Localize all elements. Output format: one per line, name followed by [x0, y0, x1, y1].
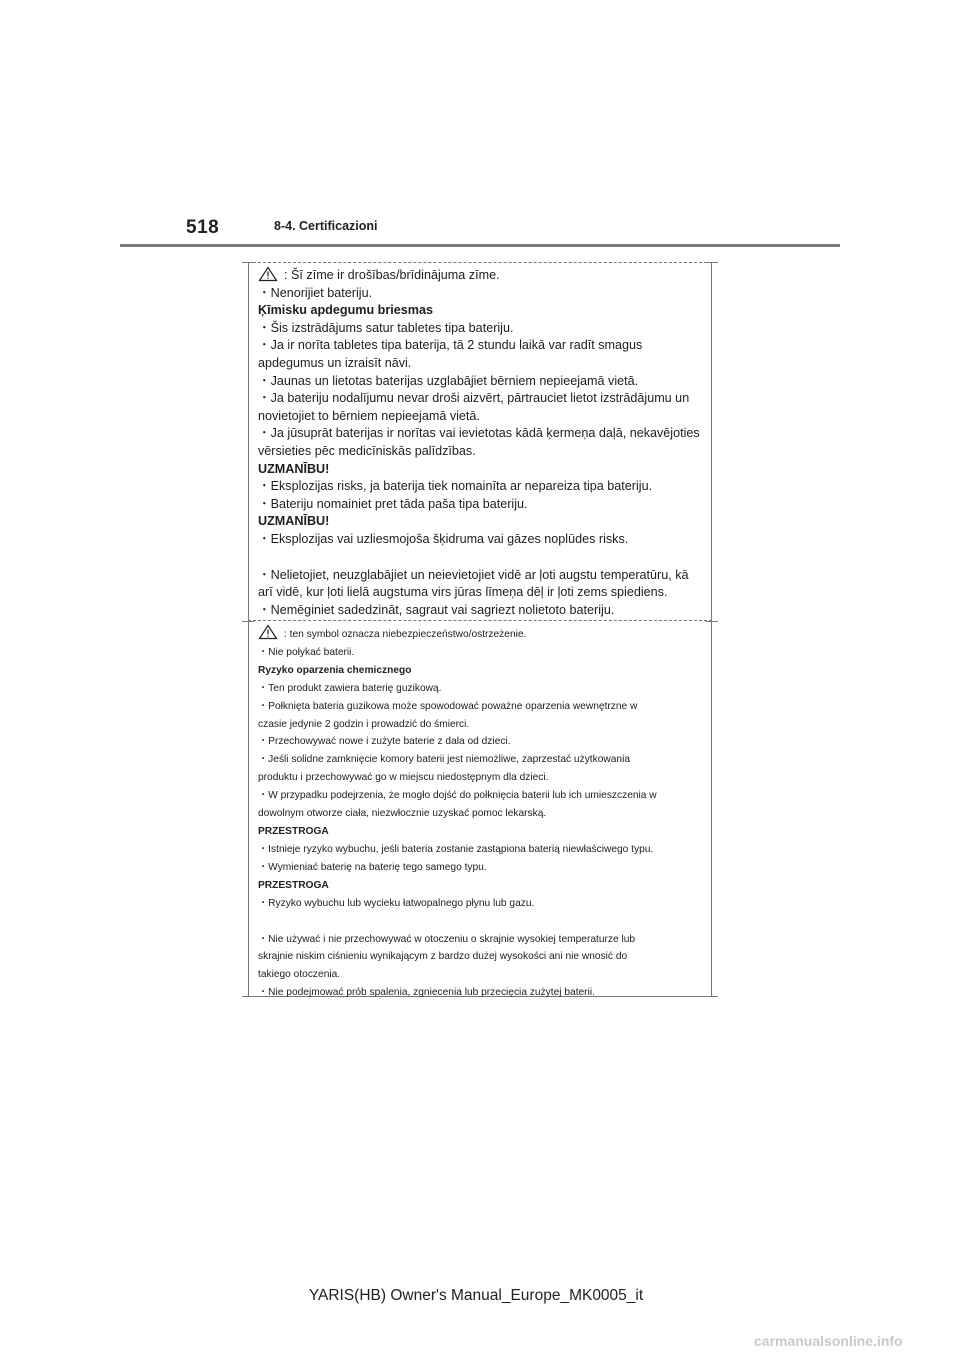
text-line: ・W przypadku podejrzenia, że mogło dojść do połknięcia baterii lub ich umieszczenia w	[258, 790, 657, 802]
text-line: ・Nenorijiet bateriju.	[258, 285, 373, 300]
text-line: novietojiet to bērniem nepieejamā vietā.	[258, 408, 480, 423]
text-line: ・Nelietojiet, neuzglabājiet un neievietojiet vidē ar ļoti augstu temperatūru, kā	[258, 567, 689, 582]
text-line: ・Istnieje ryzyko wybuchu, jeśli bateria zostanie zastąpiona baterią niewłaściwego typu.	[258, 843, 654, 855]
page-number: 518	[186, 217, 220, 238]
text-line: ・Ja bateriju nodalījumu nevar droši aizvērt, pārtrauciet lietot izstrādājumu un	[258, 391, 690, 406]
text-line: ・Nie używać i nie przechowywać w otoczeniu o skrajnie wysokiej temperaturze lub	[258, 933, 636, 945]
watermark: carmanualsonline.info	[754, 1333, 903, 1349]
text-line: ・Jaunas un lietotas baterijas uzglabājiet bērniem nepieejamā vietā.	[258, 373, 639, 388]
text-line: apdegumus un izraisīt nāvi.	[258, 355, 412, 370]
warning-triangle-icon	[258, 624, 278, 640]
text-line: vērsieties pēc medicīniskās palīdzības.	[258, 443, 476, 458]
text-line: ・Ja jūsuprāt baterijas ir norītas vai ievietotas kādā ķermeņa daļā, nekavējoties	[258, 426, 700, 441]
text-line: skrajnie niskim ciśnieniu wynikającym z bardzo dużej wysokości ani nie wnosić do	[258, 951, 628, 963]
spacer	[258, 549, 706, 567]
text-line: ・Nemēginiet sadedzināt, sagraut vai sagriezt nolietoto bateriju.	[258, 602, 615, 617]
manual-footer: YARIS(HB) Owner's Manual_Europe_MK0005_it	[308, 1287, 644, 1304]
page-header	[0, 0, 960, 250]
heading-line: Ķīmisku apdegumu briesmas	[258, 303, 433, 318]
panel-tick	[706, 996, 718, 997]
heading-line: UZMANĪBU!	[258, 461, 330, 476]
polish-warning-text	[258, 624, 706, 1002]
panel-tick	[242, 996, 254, 997]
text-line: dowolnym otworze ciała, niezwłocznie uzyskać pomoc lekarską.	[258, 808, 547, 820]
text-line: ・Wymieniać baterię na baterię tego samego typu.	[258, 861, 487, 873]
text-line: takiego otoczenia.	[258, 969, 341, 981]
header-rule	[120, 244, 840, 247]
text-line: ・Bateriju nomainiet pret tāda paša tipa bateriju.	[258, 496, 528, 511]
latvian-warning-text	[258, 266, 706, 619]
text-line: ・Jeśli solidne zamknięcie komory baterii jest niemożliwe, zaprzestać użytkowania	[258, 754, 630, 766]
text-line: ・Eksplozijas vai uzliesmojoša šķidruma vai gāzes noplūdes risks.	[258, 531, 629, 546]
text-line: ・Ryzyko wybuchu lub wycieku łatwopalnego płynu lub gazu.	[258, 897, 535, 909]
heading-line: PRZESTROGA	[258, 879, 329, 891]
text-line: arī vidē, kur ļoti lielā augstuma virs jūras līmeņa dēļ ir ļoti zems spiediens.	[258, 585, 668, 600]
heading-line: UZMANĪBU!	[258, 514, 330, 529]
text-line: czasie jedynie 2 godzin i prowadzić do śmierci.	[258, 718, 470, 730]
spacer	[258, 913, 706, 931]
panel-tick	[242, 262, 254, 263]
text-line: ・Ja ir norīta tabletes tipa baterija, tā 2 stundu laikā var radīt smagus	[258, 338, 643, 353]
symbol-line: : Šī zīme ir drošības/brīdinājuma zīme.	[258, 266, 706, 285]
heading-line: Ryzyko oparzenia chemicznego	[258, 664, 412, 676]
text-line: ・Nie połykać baterii.	[258, 646, 355, 658]
text-line: produktu i przechowywać go w miejscu niedostępnym dla dzieci.	[258, 772, 549, 784]
text-line: ・Połknięta bateria guzikowa może spowodować poważne oparzenia wewnętrzne w	[258, 700, 638, 712]
text-line: ・Przechowywać nowe i zużyte baterie z dala od dzieci.	[258, 736, 511, 748]
warning-triangle-icon	[258, 266, 278, 282]
panel-tick	[706, 262, 718, 263]
text-line: ・Šis izstrādājums satur tabletes tipa bateriju.	[258, 320, 514, 335]
text-line: ・Nie podejmować prób spalenia, zgniecenia lub przecięcia zużytej baterii.	[258, 987, 595, 999]
text-line: ・Eksplozijas risks, ja baterija tiek nomainīta ar nepareiza tipa bateriju.	[258, 479, 653, 494]
section-title: 8-4. Certificazioni	[274, 219, 378, 233]
symbol-line: : ten symbol oznacza niebezpieczeństwo/ostrzeżenie.	[258, 624, 706, 644]
heading-line: PRZESTROGA	[258, 825, 329, 837]
text-line: ・Ten produkt zawiera baterię guzikową.	[258, 682, 442, 694]
